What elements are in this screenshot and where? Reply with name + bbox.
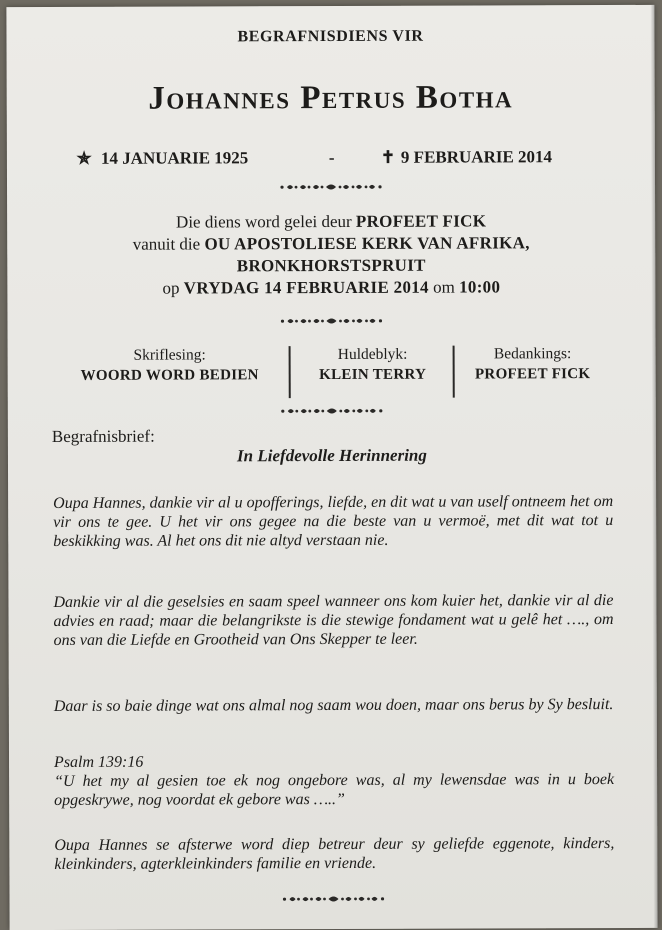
page-spine-shadow xyxy=(650,5,657,928)
birth-date: 14 JANUARIE 1925 xyxy=(100,148,249,168)
floral-ornament-icon xyxy=(281,894,385,904)
service-place: BRONKHORSTSPRUIT xyxy=(236,255,426,276)
service-day: VRYDAG 14 FEBRUARIE 2014 xyxy=(183,277,429,298)
service-line-datetime xyxy=(7,276,655,300)
service-line-church xyxy=(7,232,655,256)
service-line-leader xyxy=(7,210,655,234)
deceased-name: Johannes Petrus Botha xyxy=(148,79,514,117)
program-item-title: Skriflesing: xyxy=(133,346,206,364)
letter-paragraph: Oupa Hannes se afsterwe word diep betreur deur sy geliefde eggenote, kinders, kleinkinders, agterkleinkinders familie en vriende. xyxy=(54,835,615,873)
program-item-scripture xyxy=(60,346,280,385)
floral-ornament-icon xyxy=(279,182,383,192)
program-item-value: KLEIN TERRY xyxy=(319,366,427,384)
letter-label: Begrafnisbrief: xyxy=(51,426,155,446)
column-divider xyxy=(289,346,291,398)
program-item-thanks xyxy=(458,345,608,384)
service-church: OU APOSTOLIESE KERK VAN AFRIKA, xyxy=(204,233,530,254)
service-details xyxy=(7,210,655,300)
death-date: 9 FEBRUARIE 2014 xyxy=(400,147,553,167)
column-divider xyxy=(453,346,455,398)
psalm-reference: Psalm 139:16 xyxy=(53,753,144,771)
psalm-text: “U het my al gesien toe ek nog ongebore was, al my lewensdae was in u boek opgeskrywe, nog voordat ek gebore was …..” xyxy=(54,771,615,809)
service-day-prefix: op xyxy=(162,278,184,298)
service-time-prefix: om xyxy=(428,277,460,297)
program-roles xyxy=(8,345,656,403)
floral-ornament-icon xyxy=(279,316,383,326)
floral-ornament-divider xyxy=(8,405,656,417)
program-item-value: PROFEET FICK xyxy=(474,366,591,383)
floral-ornament-divider xyxy=(7,315,655,327)
service-leader-prefix: Die diens word gelei deur xyxy=(175,211,356,232)
program-heading: BEGRAFNISDIENS VIR xyxy=(237,27,424,46)
floral-ornament-icon xyxy=(280,406,384,416)
letter-paragraph: Daar is so baie dinge wat ons almal nog saam wou doen, maar ons berus by Sy besluit. xyxy=(53,696,614,715)
star-icon: ✯ xyxy=(76,148,92,168)
service-time: 10:00 xyxy=(459,277,501,297)
program-item-value: WOORD WORD BEDIEN xyxy=(80,367,259,384)
life-dates xyxy=(7,147,655,173)
service-church-prefix: vanuit die xyxy=(132,234,205,254)
date-separator: - xyxy=(328,147,335,168)
program-item-title: Bedankings: xyxy=(493,345,572,363)
floral-ornament-divider xyxy=(9,893,657,905)
program-item-title: Huldeblyk: xyxy=(337,345,408,363)
floral-ornament-divider xyxy=(7,181,655,193)
letter-paragraph: Dankie vir al die geselsies en saam speel wanneer ons kom kuier het, dankie vir al die advies en raad; maar die belangrikste is die stewige fondament wat u gelê het …., om ons van die Liefde en Grootheid van Ons Skepper te leer. xyxy=(53,592,614,649)
service-leader: PROFEET FICK xyxy=(355,211,487,231)
psalm-quote xyxy=(54,751,614,810)
letter-paragraph: Oupa Hannes, dankie vir al u opofferings, liefde, en dit wat u van uself ontneem het om vir ons te gee. U het vir ons gegee na die beste van u vermoë, met dit wat tot u beskikking was. Al het ons dit nie altyd verstaan nie. xyxy=(53,493,614,550)
funeral-program-page xyxy=(6,5,657,930)
letter-heading: In Liefdevolle Herinnering xyxy=(237,445,427,466)
cross-icon: ✝ xyxy=(380,147,396,167)
program-item-tribute xyxy=(293,346,453,385)
